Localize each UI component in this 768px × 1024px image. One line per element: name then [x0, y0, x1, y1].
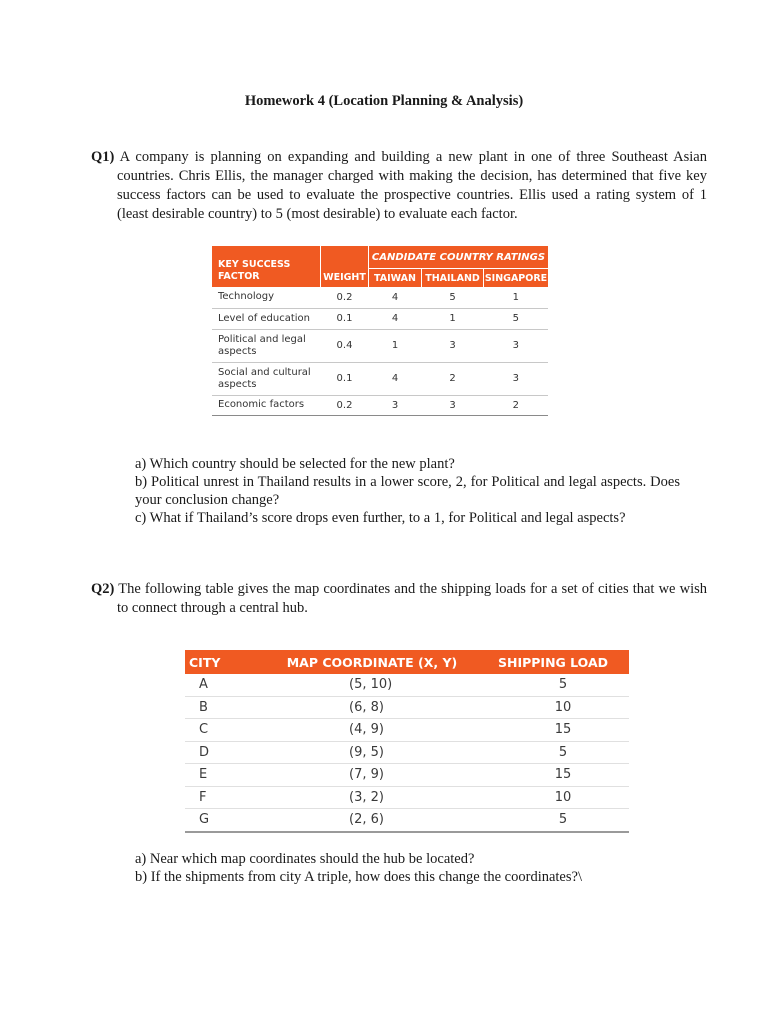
taiwan-cell: 3 [369, 395, 422, 415]
taiwan-cell: 4 [369, 362, 422, 395]
q1-parts [135, 455, 680, 527]
coordinate-cell: (5, 10) [267, 674, 477, 696]
coordinate-cell: (7, 9) [267, 764, 477, 787]
taiwan-cell: 4 [369, 308, 422, 329]
weight-cell: 0.2 [321, 287, 369, 308]
thailand-cell: 1 [422, 308, 484, 329]
singapore-cell: 5 [484, 308, 549, 329]
coordinate-header: MAP COORDINATE (X, Y) [267, 650, 477, 674]
load-cell: 5 [477, 674, 629, 696]
factor-header: KEY SUCCESS FACTOR [212, 246, 321, 287]
singapore-cell: 3 [484, 329, 549, 362]
table-row [212, 395, 548, 415]
city-cell: B [185, 696, 267, 719]
table-row [185, 719, 629, 742]
factor-cell: Level of education [212, 308, 321, 329]
table-row [185, 696, 629, 719]
table-row [212, 362, 548, 395]
q2-body: The following table gives the map coordinates and the shipping loads for a set of cities that we wish to connect through a central hub. [114, 581, 707, 616]
load-cell: 5 [477, 809, 629, 832]
weight-header: WEIGHT [321, 269, 369, 288]
q1-label: Q1) [91, 149, 115, 165]
weight-cell: 0.4 [321, 329, 369, 362]
factor-cell: Economic factors [212, 395, 321, 415]
factor-cell: Technology [212, 287, 321, 308]
load-cell: 10 [477, 786, 629, 809]
singapore-header: SINGAPORE [484, 269, 549, 288]
table-row [212, 308, 548, 329]
q2-part-b: b) If the shipments from city A triple, how does this change the coordinates?\ [135, 869, 582, 885]
city-cell: G [185, 809, 267, 832]
city-coordinates-table [185, 650, 629, 833]
factor-cell: Political and legal aspects [212, 329, 321, 362]
coordinate-cell: (9, 5) [267, 741, 477, 764]
load-cell: 15 [477, 719, 629, 742]
weight-cell: 0.1 [321, 362, 369, 395]
city-cell: F [185, 786, 267, 809]
coordinate-cell: (2, 6) [267, 809, 477, 832]
table-row [212, 287, 548, 308]
weight-cell: 0.2 [321, 395, 369, 415]
taiwan-cell: 1 [369, 329, 422, 362]
key-success-factors-table [212, 246, 548, 416]
load-cell: 5 [477, 741, 629, 764]
singapore-cell: 1 [484, 287, 549, 308]
table-row [185, 741, 629, 764]
city-cell: D [185, 741, 267, 764]
thailand-header: THAILAND [422, 269, 484, 288]
city-header: CITY [185, 650, 267, 674]
candidate-header: CANDIDATE COUNTRY RATINGS [369, 246, 549, 269]
coordinate-cell: (6, 8) [267, 696, 477, 719]
page-title: Homework 4 (Location Planning & Analysis) [244, 93, 524, 109]
coordinate-cell: (3, 2) [267, 786, 477, 809]
q1-text [91, 148, 707, 224]
thailand-cell: 3 [422, 329, 484, 362]
singapore-cell: 2 [484, 395, 549, 415]
taiwan-cell: 4 [369, 287, 422, 308]
table-row [185, 764, 629, 787]
q1-part-a: a) Which country should be selected for the new plant? [135, 456, 455, 472]
q2-text [91, 580, 707, 618]
load-cell: 10 [477, 696, 629, 719]
q1-body: A company is planning on expanding and building a new plant in one of three Southeast Asian countries. Chris Ellis, the manager charged with making the decision, has determined that five key success factors can be used to evaluate the prospective countries. Ellis used a rating system of 1 (least desirable country) to 5 (most desirable) to evaluate each factor. [114, 149, 707, 222]
city-cell: E [185, 764, 267, 787]
q1-part-b: b) Political unrest in Thailand results in a lower score, 2, for Political and legal aspects. Does your conclusion change? [135, 474, 680, 508]
q2-parts [135, 850, 680, 886]
shipping-load-header: SHIPPING LOAD [477, 650, 629, 674]
q1-part-c: c) What if Thailand’s score drops even further, to a 1, for Political and legal aspects? [135, 510, 626, 526]
weight-cell: 0.1 [321, 308, 369, 329]
table-row [185, 786, 629, 809]
city-cell: C [185, 719, 267, 742]
thailand-cell: 5 [422, 287, 484, 308]
singapore-cell: 3 [484, 362, 549, 395]
load-cell: 15 [477, 764, 629, 787]
q2-part-a: a) Near which map coordinates should the hub be located? [135, 851, 475, 867]
taiwan-header: TAIWAN [369, 269, 422, 288]
thailand-cell: 2 [422, 362, 484, 395]
city-cell: A [185, 674, 267, 696]
factor-cell: Social and cultural aspects [212, 362, 321, 395]
table-row [212, 329, 548, 362]
table-row [185, 674, 629, 696]
thailand-cell: 3 [422, 395, 484, 415]
table-row [185, 809, 629, 832]
coordinate-cell: (4, 9) [267, 719, 477, 742]
q2-label: Q2) [91, 581, 115, 597]
